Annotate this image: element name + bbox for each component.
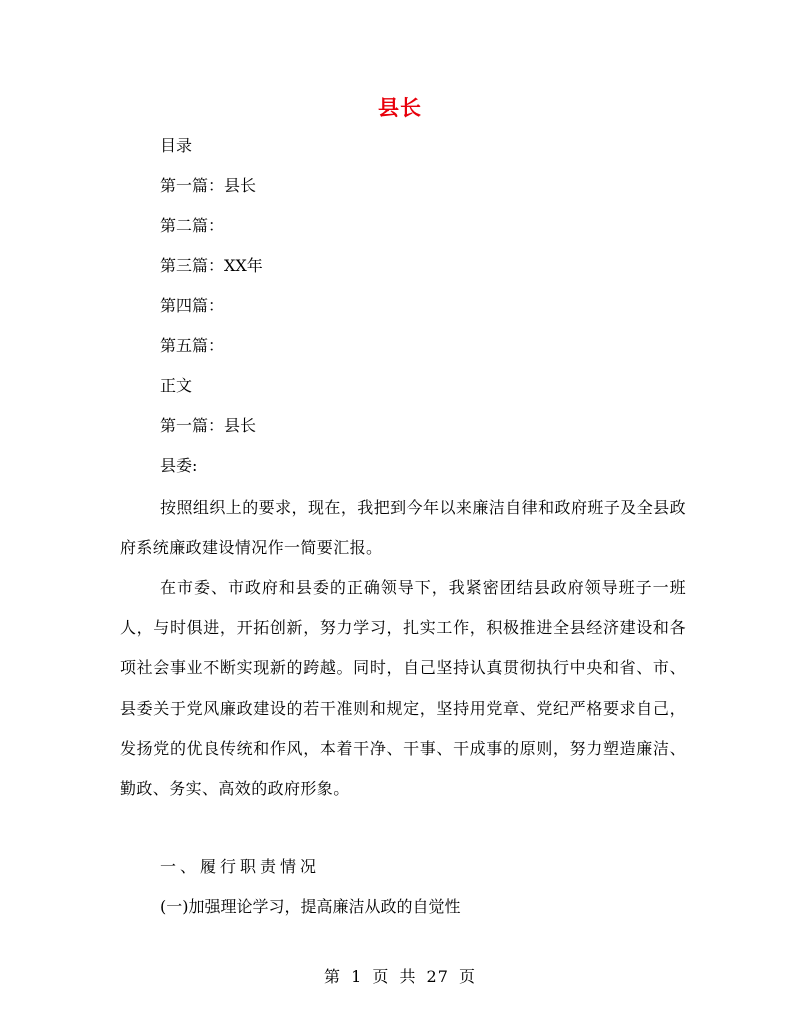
toc-item-2: 第二篇： <box>160 216 225 235</box>
paragraph-1: 按照组织上的要求，现在，我把到今年以来廉洁自律和政府班子及全县政府系统廉政建设情况作一简要汇报。 <box>120 498 686 558</box>
subheading-theory-study: (一)加强理论学习，提高廉洁从政的自觉性 <box>160 897 461 916</box>
body-heading: 正文 <box>160 376 193 395</box>
document-title: 县长 <box>378 95 422 120</box>
toc-heading: 目录 <box>160 136 193 155</box>
toc-item-1: 第一篇：县长 <box>160 176 257 195</box>
paragraph-2: 在市委、市政府和县委的正确领导下，我紧密团结县政府领导班子一班人，与时俱进，开拓创新，努力学习，扎实工作，积极推进全县经济建设和各项社会事业不断实现新的跨越。同时，自己坚持认真贯彻执行中央和省、市、县委关于党风廉政建设的若干准则和规定，坚持用党章、党纪严格要求自己，发扬党的优良传统和作风，本着干净、干事、干成事的原则，努力塑造廉洁、勤政、务实、高效的政府形象。 <box>120 578 686 799</box>
subheading-duties: 一、履行职责情况 <box>160 857 321 876</box>
toc-item-4: 第四篇： <box>160 296 225 315</box>
section-heading: 第一篇：县长 <box>160 416 257 435</box>
toc-item-5: 第五篇： <box>160 336 225 355</box>
salutation: 县委: <box>160 456 198 475</box>
toc-item-3: 第三篇：XX年 <box>160 256 263 275</box>
page-number-footer: 第 1 页 共 27 页 <box>324 967 476 986</box>
